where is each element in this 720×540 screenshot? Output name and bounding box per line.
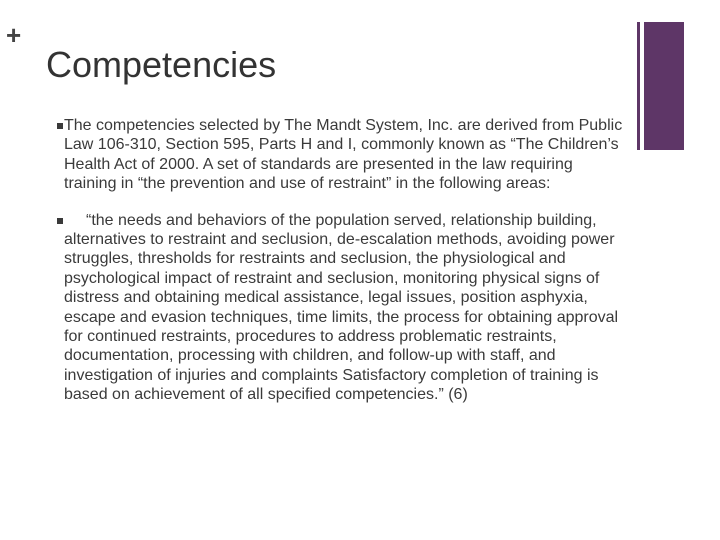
bullet-text: “the needs and behaviors of the population served, relationship building, alternatives to restraint and seclusion, de-escalation methods, avoiding power struggles, thresholds for restraints and seclusion, the physiological and psychological impact of restraint and seclusion, monitoring physical signs of distress and obtaining medical assistance, legal issues, position asphyxia, escape and evasion techniques, time limits, the process for obtaining approval for continued restraints, procedures to address problematic restraints, documentation, processing with children, and follow-up with staff, and investigation of injuries and complaints Satisfactory completion of training is based on achievement of all specified competencies.” (6)	[64, 211, 619, 404]
bullet-list	[58, 116, 628, 422]
square-bullet-icon	[57, 218, 63, 224]
page-title: Competencies	[46, 44, 277, 85]
list-item	[58, 116, 628, 194]
accent-bar-thick	[644, 22, 684, 150]
bullet-text: The competencies selected by The Mandt System, Inc. are derived from Public Law 106-310, Section 595, Parts H and I, commonly known as “The Children’s Health Act of 2000. A set of standards are presented in the law requiring training in “the prevention and use of restraint” in the following areas:	[64, 117, 623, 193]
accent-bar-thin	[637, 22, 640, 150]
square-bullet-icon	[57, 123, 63, 129]
list-item	[58, 211, 628, 405]
plus-icon: +	[6, 20, 22, 50]
